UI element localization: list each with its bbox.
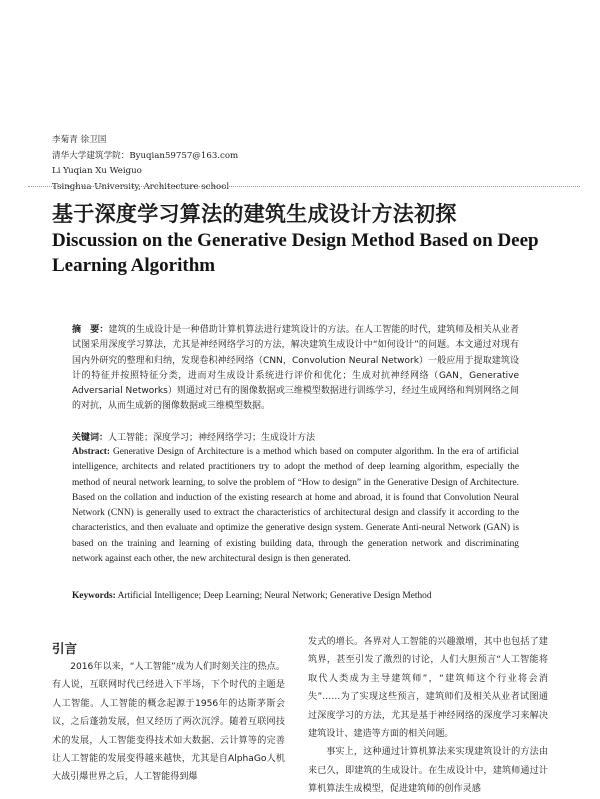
author-affiliation-en: Tsinghua University, Architecture school: [52, 181, 230, 192]
abstract-cn-label: 摘 要：: [72, 325, 109, 335]
keywords-en: [72, 589, 519, 604]
abstract-en-text: Generative Design of Architecture is a method which based on computer algorithm. In the era of artificial intelligence, architects and related practitioners try to adopt the method of deep learning algorithm, especially the method of neural network learning, to solve the problem of “How to design” in the Generative Design of Architecture. Based on the collation and induction of the existing research at home and abroad, it is found that Convolution Neural Network (CNN) is generally used to extract the characteristics of architectural design and classify it according to the characteristics, and then evaluate and optimize the generative design system. Generate Anti-neural Network (GAN) is based on the training and learning of existing building data, through the generation network and discriminating network against each other, the new architectural design is then generated.: [72, 447, 520, 565]
abstract-cn: [72, 323, 519, 415]
paper-title-en: Discussion on the Generative Design Method Based on Deep Learning Algorithm: [52, 230, 539, 276]
keywords-cn-label: 关键词：: [72, 433, 109, 443]
section-heading-intro: 引言: [52, 641, 78, 656]
keywords-en-label: Keywords:: [72, 591, 116, 601]
keywords-cn: [72, 431, 519, 446]
paper-title-cn: 基于深度学习算法的建筑生成设计方法初探: [52, 202, 457, 226]
author-names-cn: 李菊青 徐卫国: [52, 135, 107, 145]
abstract-en-label: Abstract:: [72, 447, 111, 457]
author-names-en: Li Yuqian Xu Weiguo: [52, 166, 142, 177]
abstract-cn-text: 建筑的生成设计是一种借助计算机算法进行建筑设计的方法。在人工智能的时代，建筑师及相关从业者试图采用深度学习算法，尤其是神经网络学习的方法，解决建筑生成设计中“如何设计”的问题。本文通过对现有国内外研究的整理和归纳，发现卷积神经网络（CNN，Convolution Neural Network）一般应用于提取建筑设计的特征并按照特征分类，进而对生成设计系统进行评价和优化；生成对抗神经网络（GAN，Generative Adversarial Networks）则通过对已有的图像数据或三维模型数据进行训练学习，经过生成网络和判别网络之间的对抗，从而生成新的图像数据或三维模型数据。: [72, 325, 519, 412]
abstract-en: [72, 445, 519, 567]
intro-right-column: [308, 633, 548, 799]
intro-right-paragraph-1: 发式的增长。各界对人工智能的兴趣激增，其中也包括了建筑界，甚至引发了激烈的讨论，人们大胆预言“人工智能将取代人类成为主导建筑师”，“建筑师这个行业将会消失”……为了实现这些预言，建筑师们及相关从业者试图通过深度学习的方法，尤其是基于神经网络的深度学习来解决建筑设计、建造等方面的相关问题。: [308, 637, 548, 740]
header-divider: [28, 186, 580, 187]
intro-right-paragraph-2: 事实上，这种通过计算机算法来实现建筑设计的方法由来已久，即建筑的生成设计。在生成设计中，建筑师通过计算机算法生成模型，促进建筑师的创作灵感: [308, 747, 548, 795]
author-affiliation-cn: 清华大学建筑学院：Byuqian59757@163.com: [52, 150, 239, 161]
keywords-cn-text: 人工智能；深度学习；神经网络学习；生成设计方法: [108, 433, 316, 443]
keywords-en-text: Artificial Intelligence; Deep Learning; Neural Network; Generative Design Method: [117, 591, 432, 601]
intro-left-column: 2016年以来，“人工智能”成为人们时刻关注的热点。有人说，互联网时代已经进入下半场，下个时代的主题是人工智能。人工智能的概念起源于1956年的达斯茅斯会议，之后蓬勃发展，但又经历了两次沉浮。随着互联网技术的发展，人工智能变得技术如大数据、云计算等的完善让人工智能的发展变得越来越快，尤其是自AlphaGo人机大战引爆世界之后，人工智能得到爆: [52, 662, 285, 783]
